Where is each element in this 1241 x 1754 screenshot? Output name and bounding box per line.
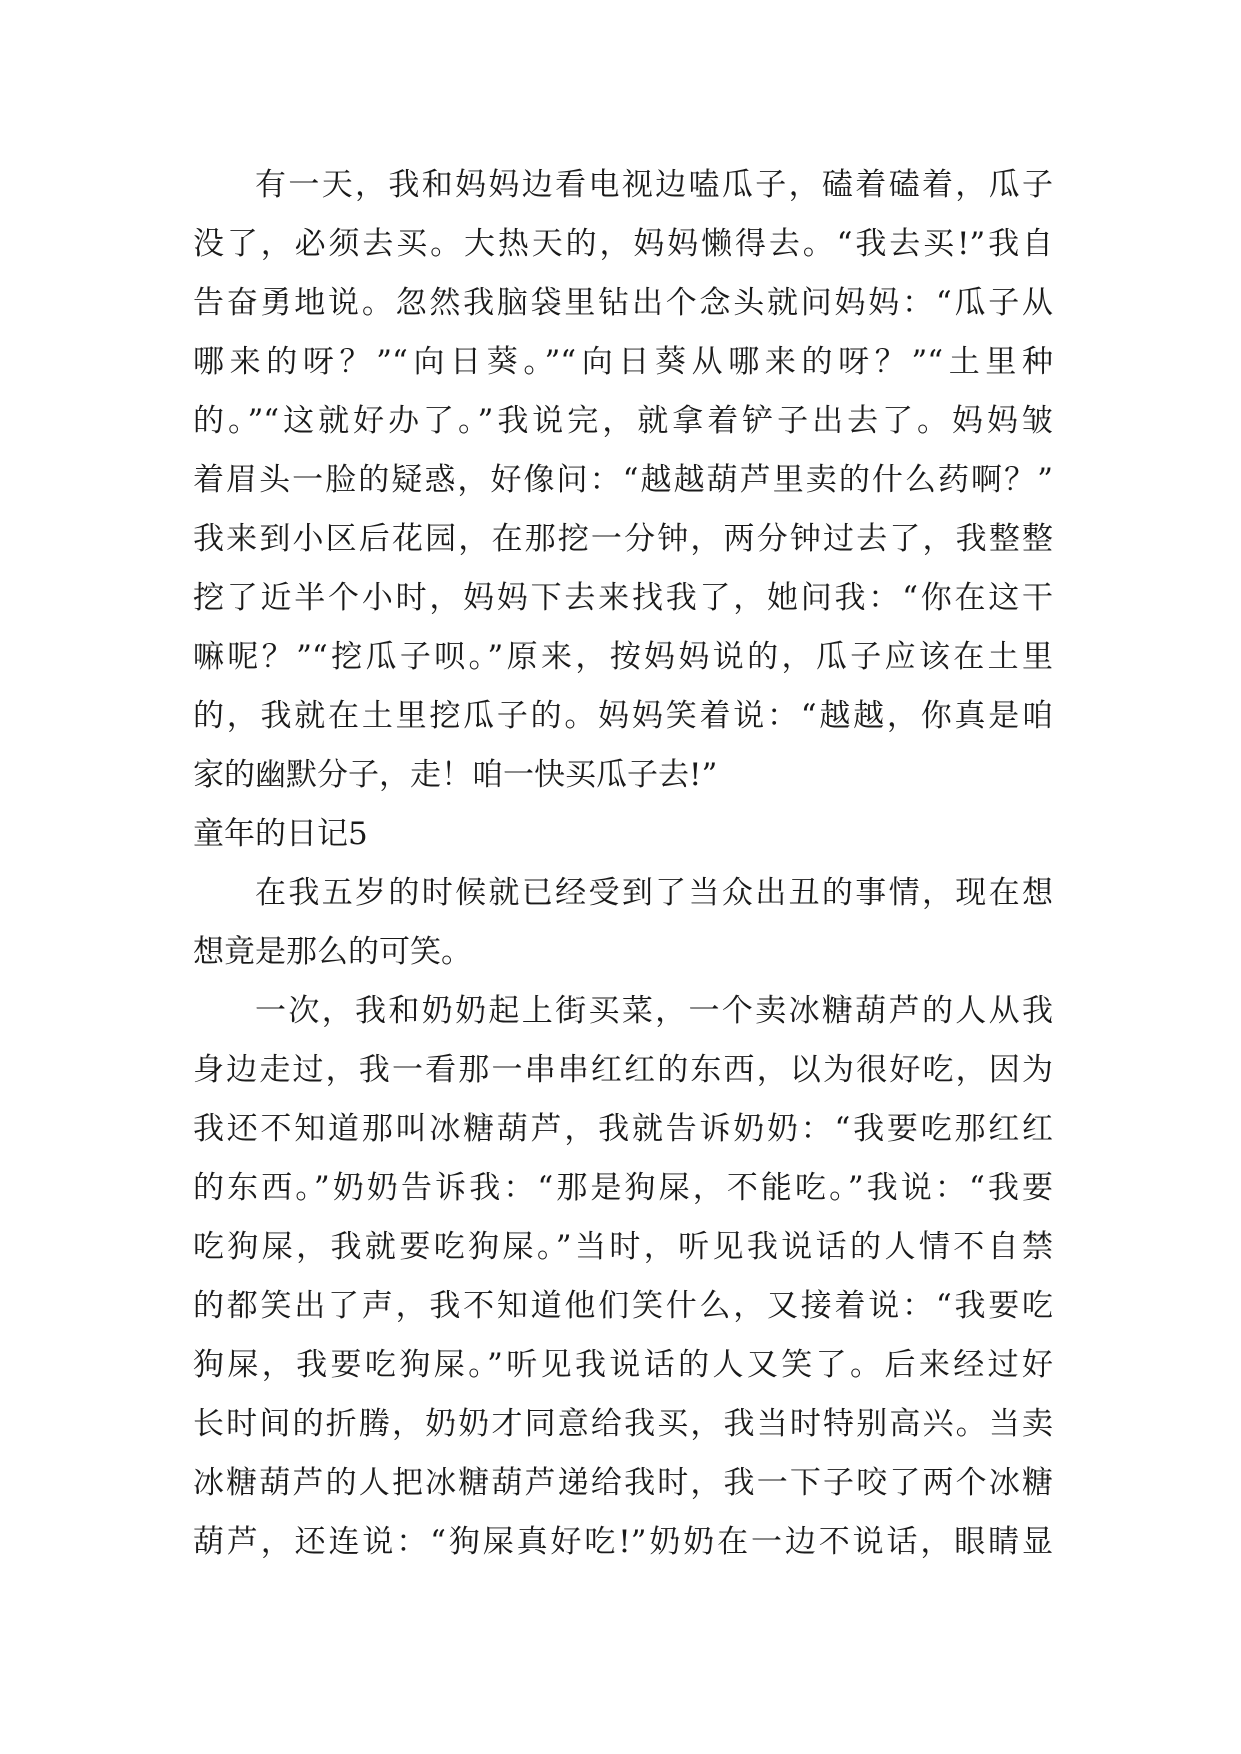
paragraph-3-line: 一次，我和奶奶起上街买菜，一个卖冰糖葫芦的人从我 [255,993,1053,1029]
paragraph-1-line: 没了，必须去买。大热天的，妈妈懒得去。“我去买!”我自 [193,226,1053,262]
paragraph-1-line: 的，我就在土里挖瓜子的。妈妈笑着说：“越越，你真是咱 [193,698,1053,734]
paragraph-1-line: 告奋勇地说。忽然我脑袋里钻出个念头就问妈妈：“瓜子从 [193,285,1053,321]
paragraph-1-line: 着眉头一脸的疑惑，好像问：“越越葫芦里卖的什么药啊？” [193,462,1053,498]
paragraph-1-line: 哪来的呀？”“向日葵。”“向日葵从哪来的呀？”“土里种 [193,344,1053,380]
paragraph-3-line: 狗屎，我要吃狗屎。”听见我说话的人又笑了。后来经过好 [193,1347,1053,1383]
document-body [193,156,1053,1572]
paragraph-3-line: 的都笑出了声，我不知道他们笑什么，又接着说：“我要吃 [193,1288,1053,1324]
paragraph-1-line: 的。”“这就好办了。”我说完，就拿着铲子出去了。妈妈皱 [193,403,1053,439]
paragraph-1-line: 挖了近半个小时，妈妈下去来找我了，她问我：“你在这干 [193,580,1053,616]
paragraph-1-line: 家的幽默分子，走！咱一快买瓜子去!” [193,757,718,793]
paragraph-3-line: 我还不知道那叫冰糖葫芦，我就告诉奶奶：“我要吃那红红 [193,1111,1053,1147]
paragraph-1-line: 我来到小区后花园，在那挖一分钟，两分钟过去了，我整整 [193,521,1053,557]
paragraph-3-line: 长时间的折腾，奶奶才同意给我买，我当时特别高兴。当卖 [193,1406,1053,1442]
section-heading: 童年的日记5 [193,816,368,852]
paragraph-3-line: 冰糖葫芦的人把冰糖葫芦递给我时，我一下子咬了两个冰糖 [193,1465,1053,1501]
paragraph-1-line: 有一天，我和妈妈边看电视边嗑瓜子，磕着磕着，瓜子 [255,167,1053,203]
paragraph-3-line: 的东西。”奶奶告诉我：“那是狗屎，不能吃。”我说：“我要 [193,1170,1053,1206]
paragraph-1-line: 嘛呢？”“挖瓜子呗。”原来，按妈妈说的，瓜子应该在土里 [193,639,1053,675]
paragraph-3-line: 吃狗屎，我就要吃狗屎。”当时，听见我说话的人情不自禁 [193,1229,1053,1265]
paragraph-2-line: 在我五岁的时候就已经受到了当众出丑的事情，现在想 [255,875,1053,911]
paragraph-3-line: 葫芦，还连说：“狗屎真好吃!”奶奶在一边不说话，眼睛显 [193,1524,1053,1560]
paragraph-2-line: 想竟是那么的可笑。 [193,934,472,970]
paragraph-3-line: 身边走过，我一看那一串串红红的东西，以为很好吃，因为 [193,1052,1053,1088]
